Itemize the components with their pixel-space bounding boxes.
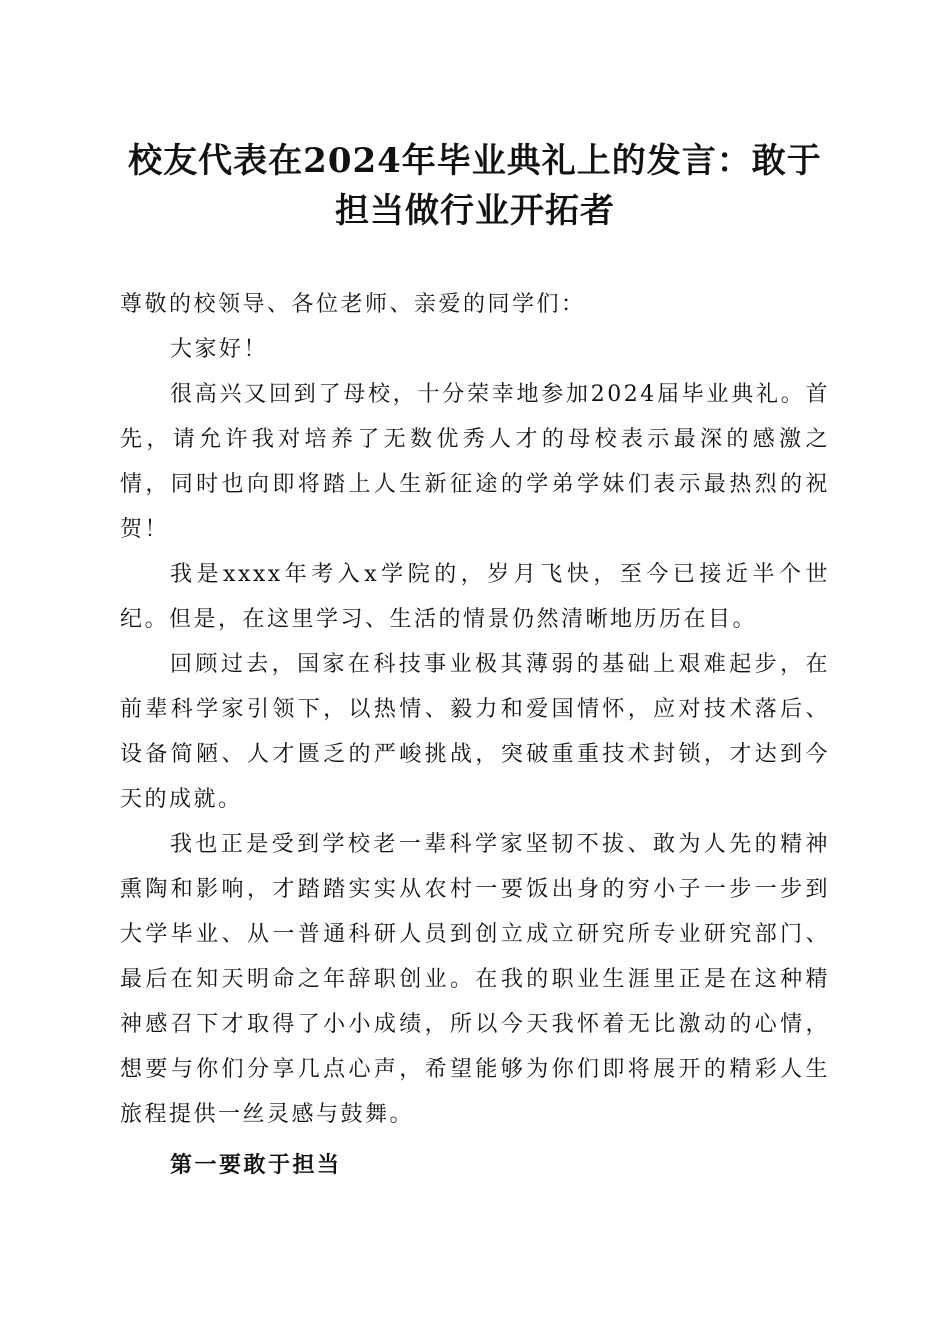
document-body [120,282,830,1188]
paragraph-1: 很高兴又回到了母校，十分荣幸地参加2024届毕业典礼。首先，请允许我对培养了无数优秀人才的母校表示最深的感激之情，同时也向即将踏上人生新征途的学弟学妹们表示最热烈的祝贺！ [120,382,830,542]
paragraph-2: 我是xxxx年考入x学院的，岁月飞快，至今已接近半个世纪。但是，在这里学习、生活的情景仍然清晰地历历在目。 [120,562,830,632]
paragraph-4: 我也正是受到学校老一辈科学家坚韧不拔、敢为人先的精神熏陶和影响，才踏踏实实从农村一要饭出身的穷小子一步一步到大学毕业、从一普通科研人员到创立成立研究所专业研究部门、最后在知天明命之年辞职创业。在我的职业生涯里正是在这种精神感召下才取得了小小成绩，所以今天我怀着无比激动的心情，想要与你们分享几点心声，希望能够为你们即将展开的精彩人生旅程提供一丝灵感与鼓舞。 [120,832,830,1127]
title-line-1: 校友代表在2024年毕业典礼上的发言：敢于 [128,141,822,181]
document-page [120,0,830,1344]
paragraph-3: 回顾过去，国家在科技事业极其薄弱的基础上艰难起步，在前辈科学家引领下，以热情、毅力和爱国情怀，应对技术落后、设备简陋、人才匮乏的严峻挑战，突破重重技术封锁，才达到今天的成就。 [120,652,830,812]
document-title [120,136,830,236]
title-line-2: 担当做行业开拓者 [335,191,615,231]
salutation: 尊敬的校领导、各位老师、亲爱的同学们： [120,292,586,317]
section-heading: 第一要敢于担当 [170,1152,342,1178]
greeting: 大家好！ [170,337,269,362]
